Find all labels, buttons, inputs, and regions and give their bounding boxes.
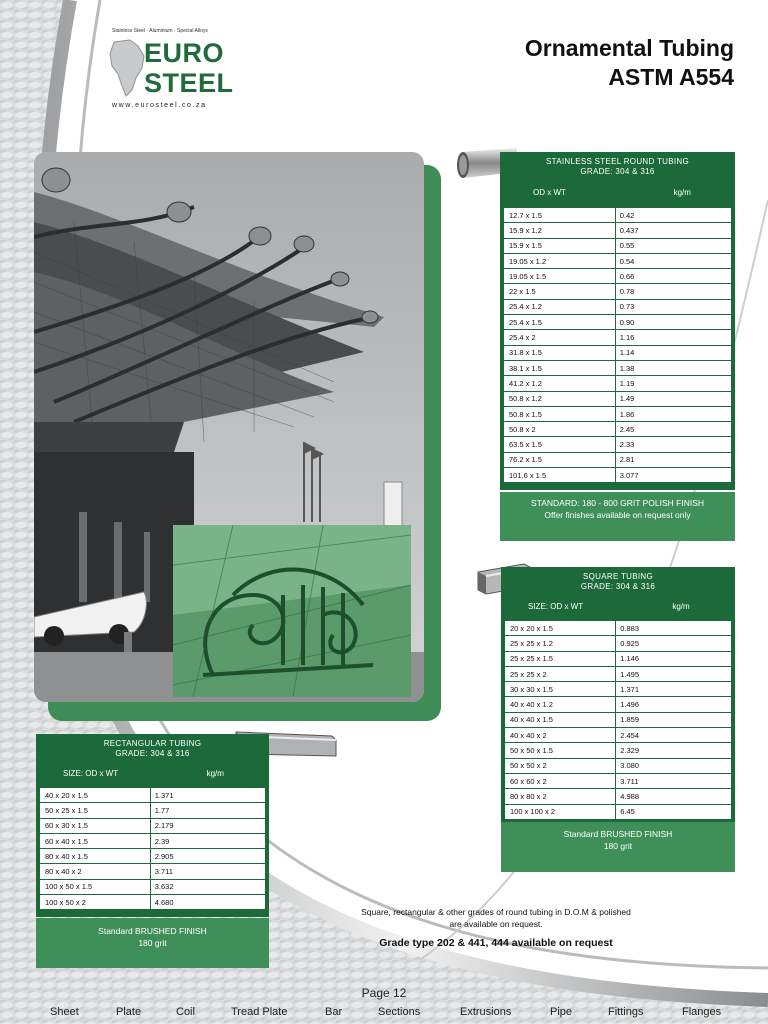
square-footer-line-2: 180 grit — [603, 841, 633, 851]
weight-cell: 3.711 — [616, 773, 732, 788]
rect-table-row — [40, 803, 266, 818]
nav-item-fittings[interactable]: Fittings — [608, 1006, 644, 1018]
logo-tagline: Stainless Steel · Aluminium · Special Alloys — [112, 28, 208, 34]
rect-footer-line-2: 180 grit — [138, 938, 167, 948]
size-cell: 25 x 25 x 2 — [505, 666, 616, 681]
square-table-row — [505, 651, 732, 666]
round-column-headers — [503, 177, 732, 207]
weight-cell: 2.39 — [150, 833, 265, 848]
rect-col-kgm: kg/m — [206, 768, 224, 778]
rect-column-headers — [39, 759, 266, 787]
square-table-row — [505, 666, 732, 681]
round-table-row — [504, 376, 732, 391]
rect-footer-line-1: Standard BRUSHED FINISH — [98, 926, 207, 936]
size-cell: 19.05 x 1.5 — [504, 269, 616, 284]
size-cell: 31.8 x 1.5 — [504, 345, 616, 360]
square-col-size: SIZE: OD x WT — [528, 601, 584, 611]
size-cell: 15.9 x 1.5 — [504, 238, 616, 253]
round-table-row — [504, 299, 732, 314]
weight-cell: 1.859 — [616, 712, 732, 727]
railing-photo-inset — [173, 525, 411, 697]
round-tubing-table — [500, 152, 735, 490]
rect-table-header — [39, 734, 266, 759]
size-cell: 100 x 50 x 2 — [40, 895, 151, 910]
weight-cell: 0.883 — [616, 621, 732, 636]
round-table-row — [504, 315, 732, 330]
size-cell: 76.2 x 1.5 — [504, 452, 616, 467]
size-cell: 30 x 30 x 1.5 — [505, 682, 616, 697]
rect-table-row — [40, 818, 266, 833]
round-table-row — [504, 452, 732, 467]
weight-cell: 2.905 — [150, 849, 265, 864]
round-table-row — [504, 269, 732, 284]
size-cell: 63.5 x 1.5 — [504, 437, 616, 452]
weight-cell: 1.14 — [615, 345, 731, 360]
square-table-body — [504, 620, 732, 820]
weight-cell: 2.179 — [150, 818, 265, 833]
rect-table-row — [40, 849, 266, 864]
weight-cell: 1.38 — [615, 360, 731, 375]
square-tubing-table — [501, 567, 735, 822]
weight-cell: 0.55 — [615, 238, 731, 253]
round-table-row — [504, 360, 732, 375]
size-cell: 101.6 x 1.5 — [504, 468, 616, 483]
round-table-row — [504, 223, 732, 238]
weight-cell: 1.49 — [615, 391, 731, 406]
weight-cell: 1.496 — [616, 697, 732, 712]
square-table-footer — [501, 822, 735, 872]
size-cell: 12.7 x 1.5 — [504, 208, 616, 223]
rect-table-grade: GRADE: 304 & 316 — [115, 749, 190, 758]
weight-cell: 1.371 — [616, 682, 732, 697]
size-cell: 60 x 40 x 1.5 — [40, 833, 151, 848]
square-table-grade: GRADE: 304 & 316 — [580, 582, 656, 591]
round-table-header — [503, 152, 732, 177]
weight-cell: 0.78 — [615, 284, 731, 299]
size-cell: 50 x 25 x 1.5 — [40, 803, 151, 818]
square-column-headers — [504, 592, 732, 620]
weight-cell: 1.146 — [616, 651, 732, 666]
square-table-row — [505, 697, 732, 712]
weight-cell: 1.86 — [615, 406, 731, 421]
note-line-2: are available on request. — [449, 919, 543, 929]
size-cell: 15.9 x 1.2 — [504, 223, 616, 238]
size-cell: 40 x 40 x 2 — [505, 728, 616, 743]
rect-table-row — [40, 788, 266, 803]
size-cell: 25 x 25 x 1.2 — [505, 636, 616, 651]
product-nav-bar — [0, 1004, 768, 1024]
round-footer-line-1: STANDARD: 180 - 800 GRIT POLISH FINISH — [530, 498, 705, 508]
round-table-row — [504, 406, 732, 421]
weight-cell: 2.81 — [615, 452, 731, 467]
weight-cell: 2.45 — [615, 422, 731, 437]
square-table-row — [505, 712, 732, 727]
size-cell: 19.05 x 1.2 — [504, 253, 616, 268]
size-cell: 80 x 40 x 1.5 — [40, 849, 151, 864]
size-cell: 50.8 x 2 — [504, 422, 616, 437]
square-table-row — [505, 636, 732, 651]
size-cell: 25.4 x 1.2 — [504, 299, 616, 314]
round-table-row — [504, 284, 732, 299]
rect-table-row — [40, 833, 266, 848]
rect-table-row — [40, 864, 266, 879]
size-cell: 40 x 40 x 1.5 — [505, 712, 616, 727]
round-table-row — [504, 208, 732, 223]
weight-cell: 2.329 — [616, 743, 732, 758]
square-footer-line-1: Standard BRUSHED FINISH — [563, 829, 673, 839]
size-cell: 25.4 x 2 — [504, 330, 616, 345]
round-col-kgm: kg/m — [673, 187, 691, 197]
nav-item-bar[interactable]: Bar — [325, 1006, 343, 1018]
page-title — [525, 34, 734, 92]
size-cell: 50 x 50 x 2 — [505, 758, 616, 773]
rectangular-tubing-table — [36, 734, 269, 917]
round-table-row — [504, 330, 732, 345]
round-table-grade: GRADE: 304 & 316 — [580, 167, 655, 176]
size-cell: 80 x 40 x 2 — [40, 864, 151, 879]
weight-cell: 2.454 — [616, 728, 732, 743]
nav-item-tread-plate[interactable]: Tread Plate — [231, 1006, 288, 1018]
weight-cell: 1.16 — [615, 330, 731, 345]
round-col-size: OD x WT — [533, 187, 566, 197]
weight-cell: 1.495 — [616, 666, 732, 681]
nav-item-coil[interactable]: Coil — [176, 1006, 195, 1018]
rect-table-row — [40, 895, 266, 910]
availability-note — [318, 906, 674, 930]
size-cell: 40 x 20 x 1.5 — [40, 788, 151, 803]
round-table-row — [504, 437, 732, 452]
round-table-row — [504, 468, 732, 483]
nav-item-pipe[interactable]: Pipe — [550, 1006, 573, 1018]
weight-cell: 2.33 — [615, 437, 731, 452]
eurosteel-logo[interactable] — [108, 28, 238, 114]
round-table-row — [504, 238, 732, 253]
nav-item-sections[interactable]: Sections — [378, 1006, 421, 1018]
weight-cell: 0.54 — [615, 253, 731, 268]
title-line-1: Ornamental Tubing — [524, 35, 734, 61]
title-line-2: ASTM A554 — [608, 64, 734, 90]
weight-cell: 0.90 — [615, 315, 731, 330]
square-table-row — [505, 758, 732, 773]
rect-table-title: RECTANGULAR TUBING — [103, 739, 202, 748]
square-table-row — [505, 728, 732, 743]
weight-cell: 3.632 — [150, 879, 265, 894]
round-table-footer — [500, 492, 735, 541]
square-table-row — [505, 621, 732, 636]
weight-cell: 1.371 — [150, 788, 265, 803]
weight-cell: 1.19 — [615, 376, 731, 391]
rect-col-size: SIZE: OD x WT — [63, 768, 119, 778]
size-cell: 60 x 30 x 1.5 — [40, 818, 151, 833]
size-cell: 50.8 x 1.5 — [504, 406, 616, 421]
weight-cell: 3.080 — [616, 758, 732, 773]
weight-cell: 4.680 — [150, 895, 265, 910]
weight-cell: 0.437 — [615, 223, 731, 238]
size-cell: 80 x 80 x 2 — [505, 789, 616, 804]
weight-cell: 4.988 — [616, 789, 732, 804]
round-footer-line-2: Offer finishes available on request only — [544, 510, 691, 520]
round-table-row — [504, 422, 732, 437]
round-table-row — [504, 391, 732, 406]
size-cell: 60 x 60 x 2 — [505, 773, 616, 788]
square-table-row — [505, 789, 732, 804]
size-cell: 22 x 1.5 — [504, 284, 616, 299]
square-table-row — [505, 804, 732, 819]
round-table-title: STAINLESS STEEL ROUND TUBING — [546, 157, 689, 166]
logo-word-euro: EURO — [144, 38, 225, 68]
page-number: Page 12 — [361, 986, 407, 1000]
round-table-row — [504, 345, 732, 360]
nav-item-extrusions[interactable]: Extrusions — [460, 1006, 512, 1018]
size-cell: 40 x 40 x 1.2 — [505, 697, 616, 712]
weight-cell: 3.077 — [615, 468, 731, 483]
size-cell: 100 x 50 x 1.5 — [40, 879, 151, 894]
square-table-row — [505, 682, 732, 697]
weight-cell: 6.45 — [616, 804, 732, 819]
round-table-body — [503, 207, 732, 483]
size-cell: 100 x 100 x 2 — [505, 804, 616, 819]
size-cell: 41.2 x 1.2 — [504, 376, 616, 391]
square-table-row — [505, 743, 732, 758]
weight-cell: 3.711 — [150, 864, 265, 879]
nav-item-plate[interactable]: Plate — [116, 1006, 142, 1018]
logo-word-steel: STEEL — [144, 68, 234, 98]
round-table-row — [504, 253, 732, 268]
size-cell: 38.1 x 1.5 — [504, 360, 616, 375]
size-cell: 20 x 20 x 1.5 — [505, 621, 616, 636]
rect-table-body — [39, 787, 266, 910]
rect-table-footer — [36, 918, 269, 968]
grade-note: Grade type 202 & 441, 444 available on request — [379, 937, 613, 949]
note-line-1: Square, rectangular & other grades of round tubing in D.O.M & polished — [361, 907, 631, 917]
logo-url[interactable]: www.eurosteel.co.za — [112, 102, 207, 109]
square-col-kgm: kg/m — [672, 601, 690, 611]
weight-cell: 1.77 — [150, 803, 265, 818]
size-cell: 50.8 x 1.2 — [504, 391, 616, 406]
rect-table-row — [40, 879, 266, 894]
weight-cell: 0.42 — [615, 208, 731, 223]
size-cell: 50 x 50 x 1.5 — [505, 743, 616, 758]
square-table-title: SQUARE TUBING — [583, 572, 653, 581]
square-table-row — [505, 773, 732, 788]
weight-cell: 0.66 — [615, 269, 731, 284]
size-cell: 25.4 x 1.5 — [504, 315, 616, 330]
square-table-header — [504, 567, 732, 592]
size-cell: 25 x 25 x 1.5 — [505, 651, 616, 666]
africa-map-icon — [108, 38, 148, 100]
nav-item-sheet[interactable]: Sheet — [50, 1006, 79, 1018]
weight-cell: 0.925 — [616, 636, 732, 651]
weight-cell: 0.73 — [615, 299, 731, 314]
nav-item-flanges[interactable]: Flanges — [682, 1006, 722, 1018]
